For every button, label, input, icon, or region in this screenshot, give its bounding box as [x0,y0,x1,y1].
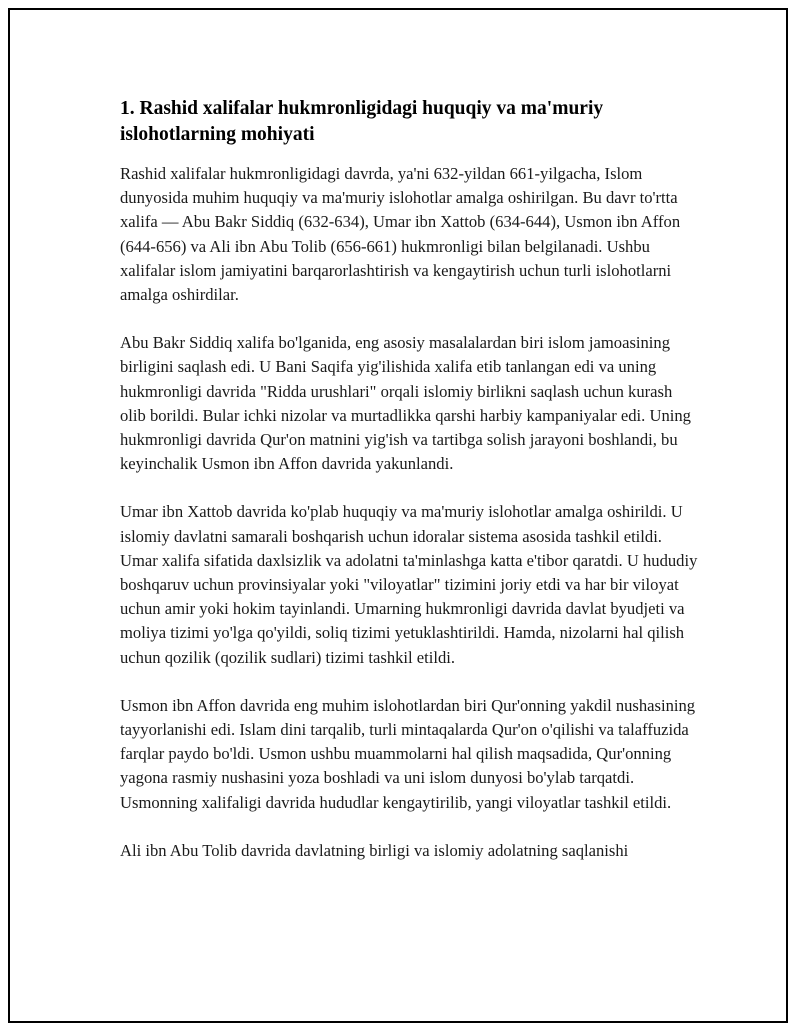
paragraph-usmon: Usmon ibn Affon davrida eng muhim islohotlardan biri Qur'onning yakdil nushasining tayyorlanishi edi. Islam dini tarqalib, turli mintaqalarda Qur'on o'qilishi va talaffuzida farqlar paydo bo'ldi. Usmon ushbu muammolarni hal qilish maqsadida, Qur'onning yagona rasmiy nushasini yoza boshladi va uni islom dunyosi bo'ylab tarqatdi. Usmonning xalifaligi davrida hududlar kengaytirilib, yangi viloyatlar tashkil etildi. [120,695,696,812]
section-heading: 1. Rashid xalifalar hukmronligidagi huquqiy va ma'muriy islohotlarning mohiyati [120,98,604,145]
document-page [8,8,788,1023]
document-body [120,96,700,887]
paragraph-umar: Umar ibn Xattob davrida ko'plab huquqiy va ma'muriy islohotlar amalga oshirildi. U islomiy davlatni samarali boshqarish uchun idoralar sistema asosida tashkil etildi. Umar xalifa sifatida daxlsizlik va adolatni ta'minlashga katta e'tibor qaratdi. U hududiy boshqaruv uchun provinsiyalar yoki "viloyatlar" tizimini joriy etdi va har bir viloyat uchun amir yoki hokim tayinlandi. Umarning hukmronligi davrida davlat byudjeti va moliya tizimi yo'lga qo'yildi, soliq tizimi yetuklashtirildi. Hamda, nizolarni hal qilish uchun qozilik (qozilik sudlari) tizimi tashkil etildi. [120,502,698,667]
paragraph-intro: Rashid xalifalar hukmronligidagi davrda, ya'ni 632-yildan 661-yilgacha, Islom dunyosida muhim huquqiy va ma'muriy islohotlar amalga oshirilgan. Bu davr to'rtta xalifa — Abu Bakr Siddiq (632-634), Umar ibn Xattob (634-644), Usmon ibn Affon (644-656) va Ali ibn Abu Tolib (656-661) hukmronligi bilan belgilanadi. Ushbu xalifalar islom jamiyatini barqarorlashtirish va kengaytirish uchun turli islohotlarni amalga oshirdilar. [120,164,681,305]
paragraph-ali: Ali ibn Abu Tolib davrida davlatning birligi va islomiy adolatning saqlanishi [120,840,629,860]
paragraph-abu-bakr: Abu Bakr Siddiq xalifa bo'lganida, eng asosiy masalalardan biri islom jamoasining birligini saqlash edi. U Bani Saqifa yig'ilishida xalifa etib tanlangan edi va uning hukmronligi davrida "Ridda urushlari" orqali islomiy birlikni saqlash uchun kurash olib borildi. Bular ichki nizolar va murtadlikka qarshi harbiy kampaniyalar edi. Uning hukmronligi davrida Qur'on matnini yig'ish va tartibga solish jarayoni boshlandi, bu keyinchalik Usmon ibn Affon davrida yakunlandi. [120,333,691,474]
